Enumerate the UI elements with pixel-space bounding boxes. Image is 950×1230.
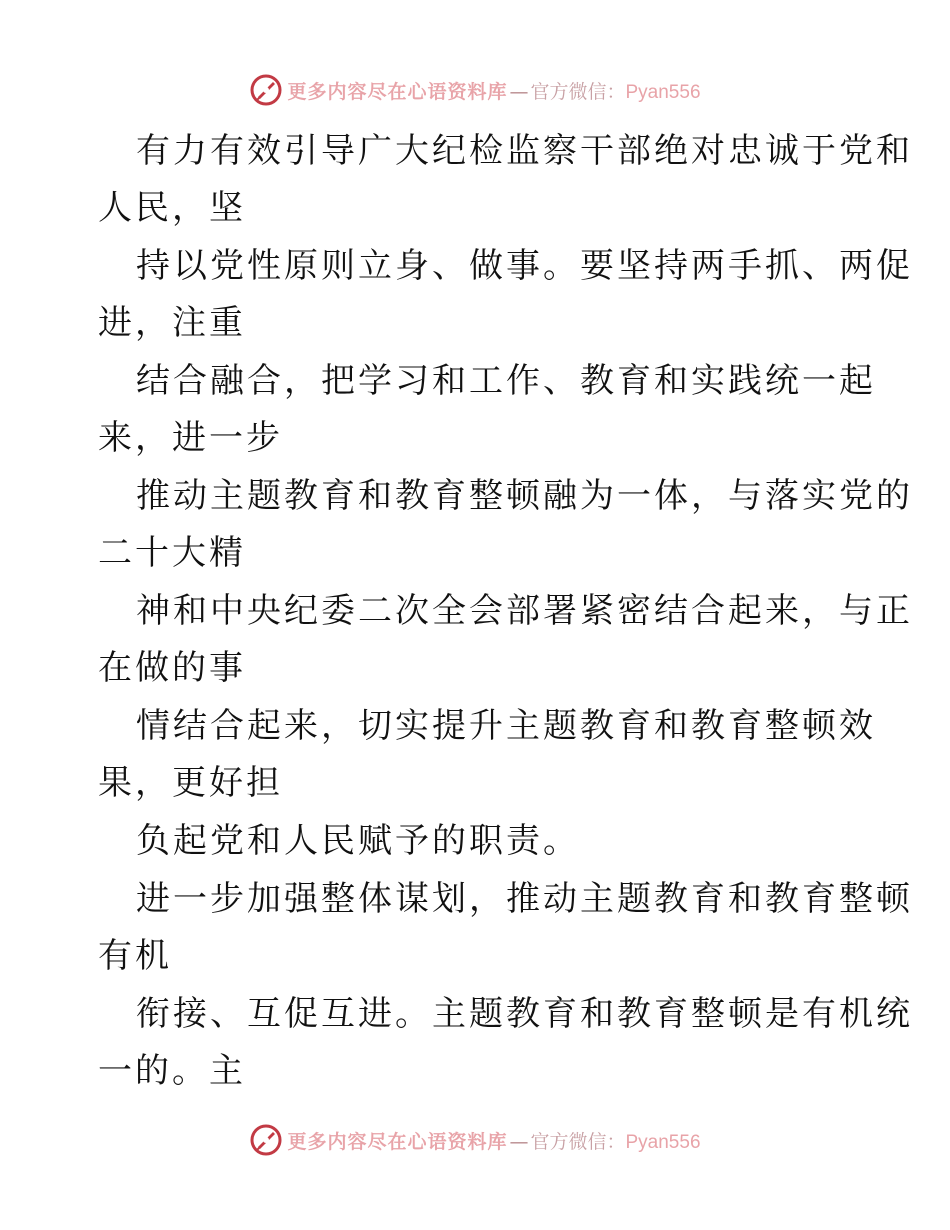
watermark-text [287, 77, 700, 104]
watermark-wechat-id: Pyan556 [625, 1131, 701, 1153]
text-line: 结合融合，把学习和工作、教育和实践统一起 [136, 361, 876, 401]
quill-logo-icon [249, 73, 283, 107]
watermark-label: 官方微信： [530, 80, 626, 103]
text-line: 二十大精 [98, 533, 246, 573]
text-line: 衔接、互促互进。主题教育和教育整顿是有机统 [136, 994, 913, 1034]
text-line: 一的。主 [98, 1051, 246, 1091]
text-line: 进一步加强整体谋划，推动主题教育和教育整顿 [136, 879, 913, 919]
text-line: 在做的事 [98, 648, 246, 688]
text-line: 进，注重 [98, 303, 246, 343]
watermark-slogan: 更多内容尽在心语资料库 [287, 1130, 508, 1153]
watermark-separator: — [509, 80, 529, 103]
text-line: 情结合起来，切实提升主题教育和教育整顿效 [136, 706, 876, 746]
text-line: 神和中央纪委二次全会部署紧密结合起来，与正 [136, 591, 913, 631]
watermark-wechat-id: Pyan556 [625, 81, 701, 103]
text-line: 果，更好担 [98, 763, 283, 803]
text-line: 来，进一步 [98, 418, 283, 458]
text-line: 推动主题教育和教育整顿融为一体，与落实党的 [136, 476, 913, 516]
text-line: 有力有效引导广大纪检监察干部绝对忠诚于党和 [136, 131, 913, 171]
watermark-label: 官方微信： [530, 1130, 626, 1153]
quill-logo-icon [249, 1123, 283, 1157]
header-watermark [0, 70, 950, 110]
watermark-text [287, 1127, 700, 1154]
text-line: 人民，坚 [98, 188, 246, 228]
text-line: 持以党性原则立身、做事。要坚持两手抓、两促 [136, 246, 913, 286]
watermark-slogan: 更多内容尽在心语资料库 [287, 80, 508, 103]
watermark-separator: — [509, 1130, 529, 1153]
text-line: 负起党和人民赋予的职责。 [136, 821, 580, 861]
text-line: 有机 [98, 936, 172, 976]
footer-watermark [0, 1120, 950, 1160]
